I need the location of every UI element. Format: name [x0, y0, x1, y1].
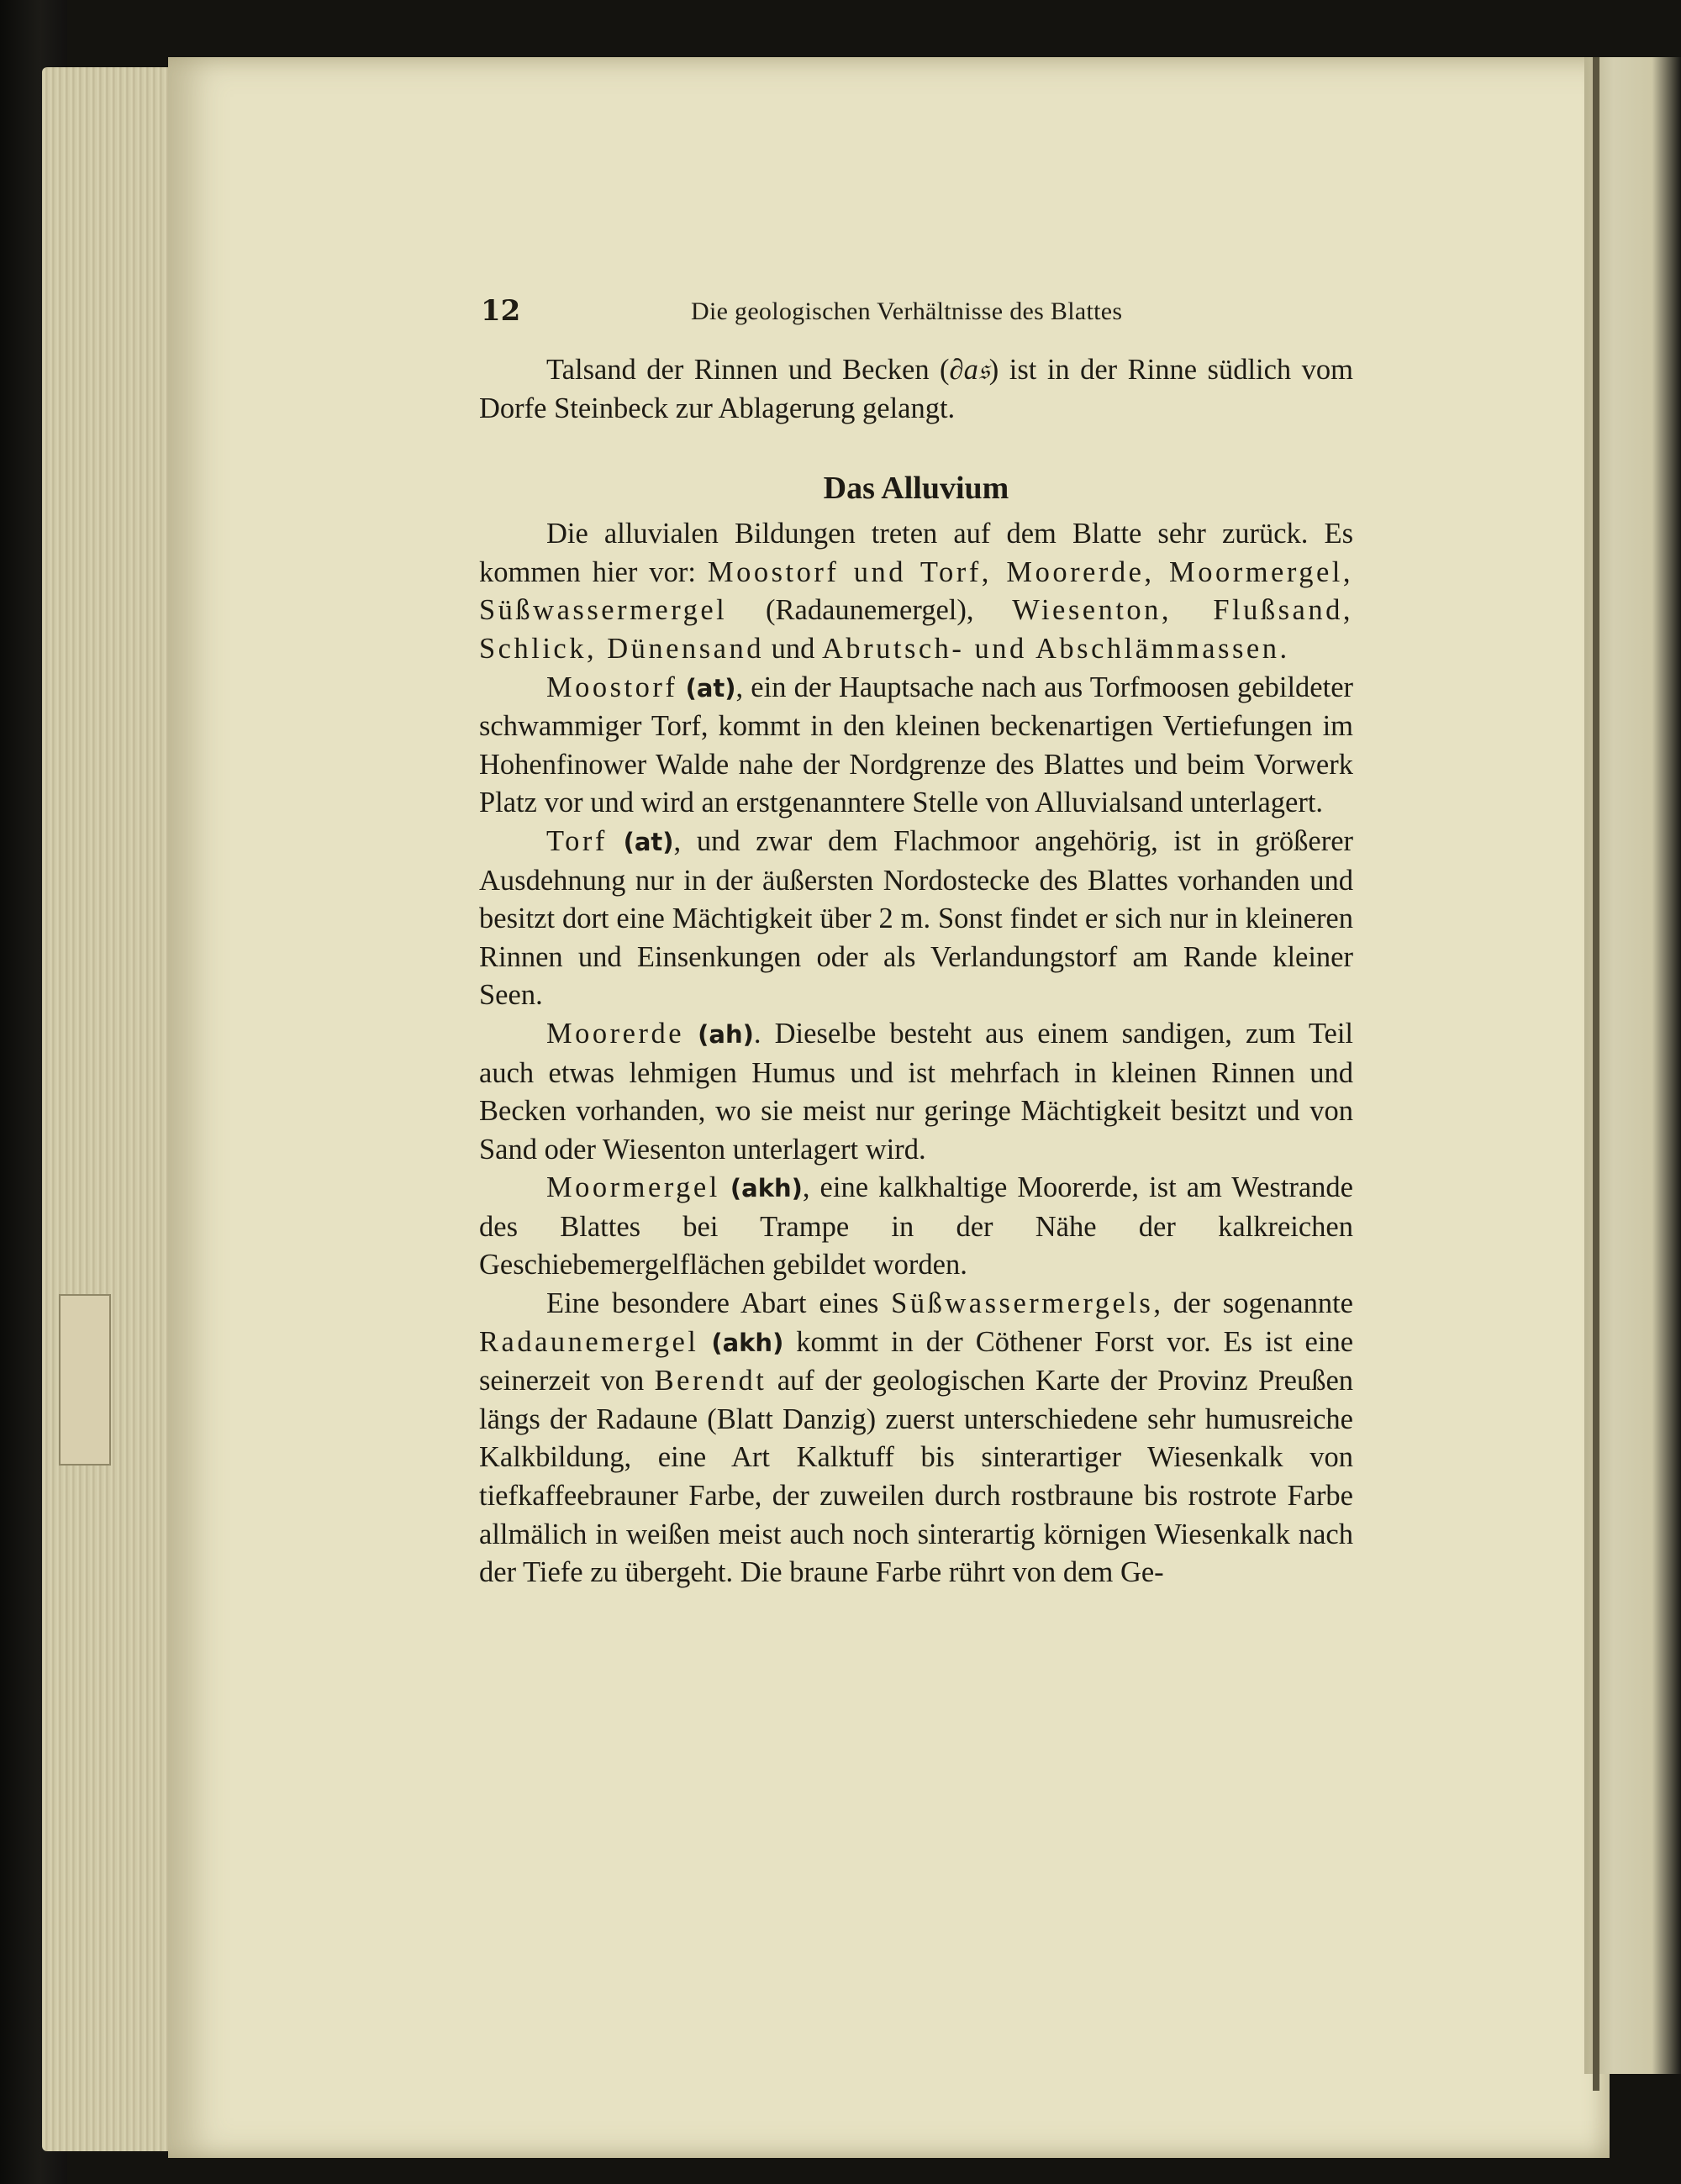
- symbol-at: (at): [685, 673, 736, 703]
- symbol-akh: (akh): [730, 1174, 803, 1203]
- running-head: Die geologischen Verhältnisse des Blattes: [691, 297, 1123, 325]
- symbol-akh: (akh): [711, 1328, 784, 1357]
- paragraph-moormergel: Moormergel (akh), eine kalkhaltige Moorerde, ist am Westrande des Blattes bei Trampe in der Nähe der kalkreichen Geschiebemergelflächen gebildet worden.: [479, 1171, 1353, 1281]
- paragraph-moostorf: Moostorf (at), ein der Hauptsache nach aus Torfmoosen gebildeter schwammiger Torf, kommt in den kleinen beckenartigen Vertiefungen im Hohenfinower Walde nahe der Nordgrenze des Blattes und beim Vorwerk Platz vor und wird an erstgenanntere Stelle von Alluvialsand unterlagert.: [479, 671, 1353, 819]
- symbol-das: ∂a𝔰: [949, 354, 989, 386]
- paragraph-moorerde: Moorerde (ah). Dieselbe besteht aus einem sandigen, zum Teil auch etwas lehmigen Humus und ist mehrfach in kleinen Rinnen und Becken vorhanden, wo sie meist nur geringe Mächtigkeit besitzt und von Sand oder Wiesenton unterlagert wird.: [479, 1017, 1354, 1166]
- term-torf: Torf: [546, 824, 608, 857]
- bookmark-tab: [59, 1294, 111, 1466]
- paragraph-radaunemergel: Eine besondere Abart eines Süßwassermergels, der sogenannte Radaunemergel (akh) kommt in der Cöthener Forst vor. Es ist eine seinerzeit von Berendt auf der geologischen Karte der Provinz Preußen längs der Radaune (Blatt Danzig) zuerst unterschiedene sehr humusreiche Kalkbildung, eine Art Kalktuff bis sinterartiger Wiesenkalk von tiefkaffeebrauner Farbe, der zuweilen durch rostbraune bis rostrote Farbe allmälich in weißen meist auch noch sinterartig körnigen Wiesenkalk nach der Tiefe zu übergeht. Die braune Farbe rührt von dem Ge-: [479, 1287, 1354, 1589]
- paragraph-intro: Die alluvialen Bildungen treten auf dem Blatte sehr zurück. Es kommen hier vor: Moostorf und Torf, Moorerde, Moormergel, Süßwassermergel (Radaunemergel), Wiesenton, Flußsand, Schlick, Dünensand und Abrutsch- und Abschlämmassen.: [479, 518, 1353, 665]
- page-number: 12: [481, 294, 521, 328]
- page-header: [481, 294, 1346, 336]
- paragraph-torf: Torf (at), und zwar dem Flachmoor angehörig, ist in größerer Ausdehnung nur in der äußersten Nordostecke des Blattes vorhanden und besitzt dort eine Mächtigkeit über 2 m. Sonst findet er sich nur in kleineren Rinnen und Einsenkungen oder als Verlandungstorf am Rande kleiner Seen.: [479, 824, 1354, 1012]
- page-stack-edge: [42, 67, 185, 2151]
- symbol-ah: (ah): [698, 1019, 754, 1049]
- term-moostorf: Moostorf: [546, 671, 678, 703]
- term-moormergel: Moormergel: [546, 1171, 720, 1204]
- symbol-at: (at): [623, 827, 674, 856]
- term-radaunemergel: Radaunemergel: [479, 1325, 699, 1358]
- page-body: [479, 351, 1353, 1592]
- section-heading: Das Alluvium: [823, 471, 1009, 507]
- page-gutter: [1593, 57, 1599, 2091]
- paragraph-talsand: Talsand der Rinnen und Becken (∂a𝔰) ist in der Rinne südlich vom Dorfe Steinbeck zur Ablagerung gelangt.: [479, 354, 1353, 424]
- term-moorerde: Moorerde: [546, 1017, 685, 1050]
